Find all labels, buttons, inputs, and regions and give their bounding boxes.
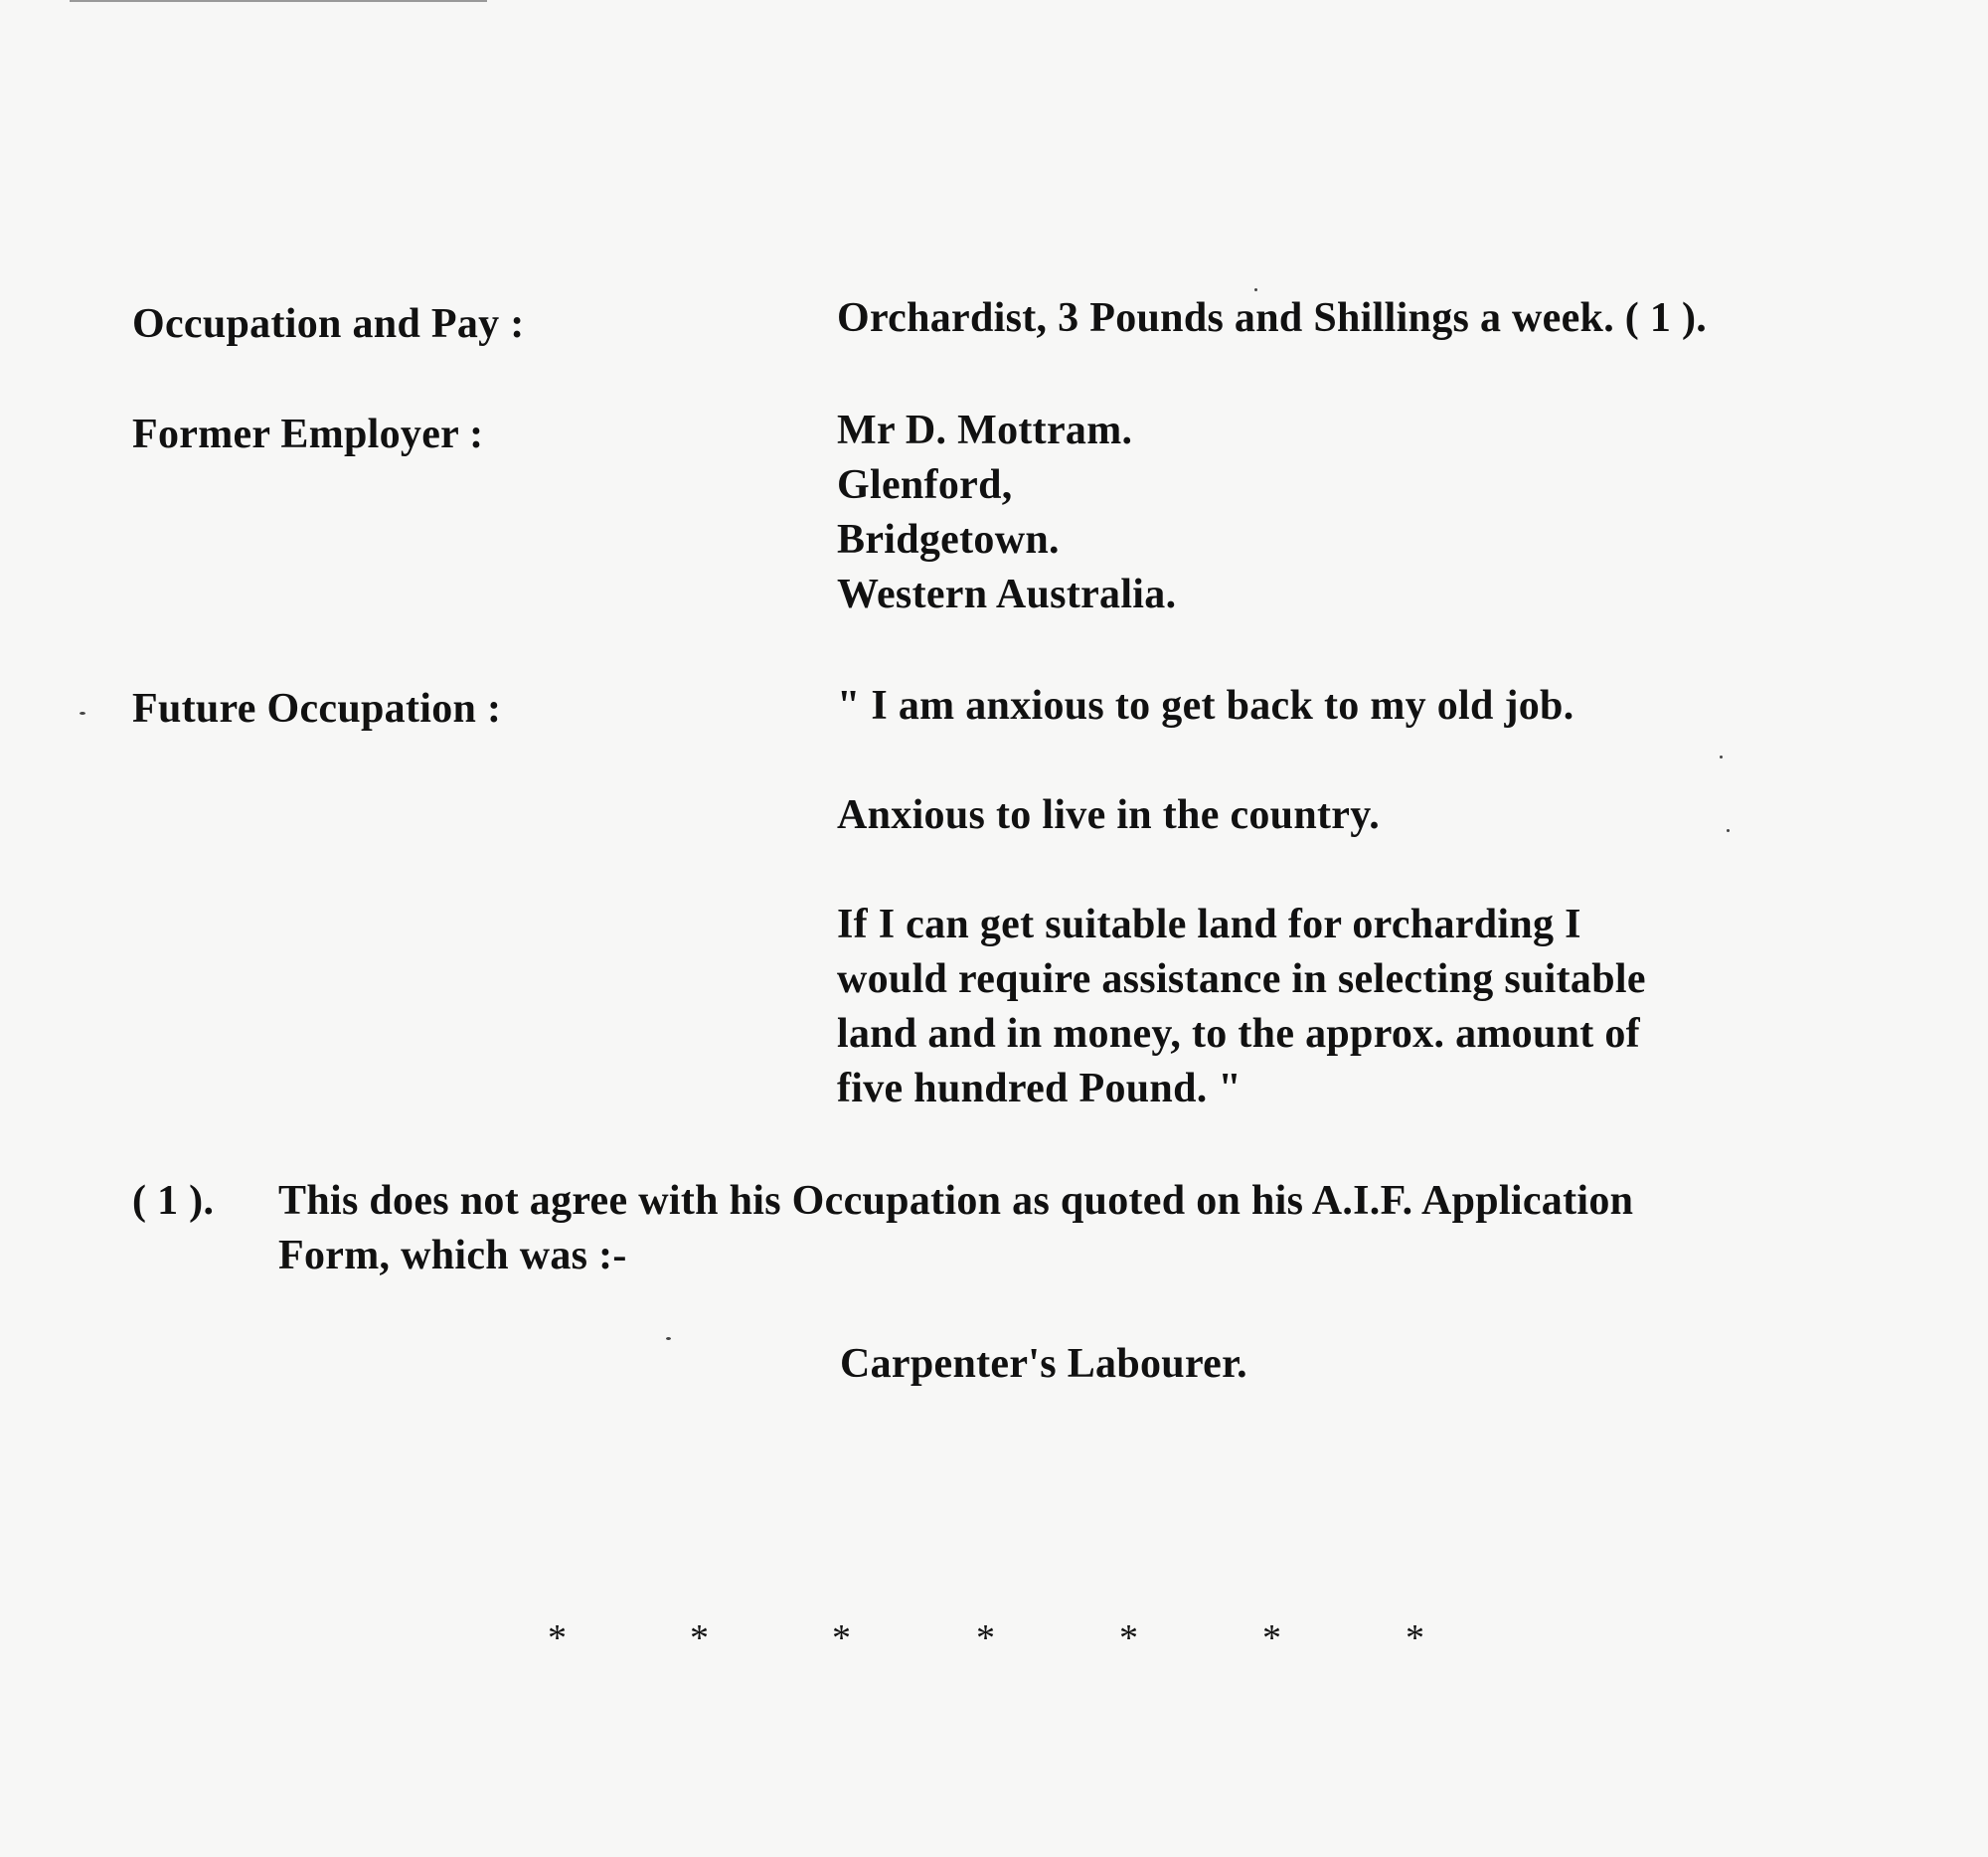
former-employer-line: Mr D. Mottram. — [837, 408, 1133, 453]
occupation-pay-label: Occupation and Pay : — [132, 301, 525, 347]
separator-asterisk: * — [1406, 1617, 1424, 1659]
footnote-marker: ( 1 ). — [132, 1178, 215, 1224]
separator-asterisk: * — [690, 1617, 709, 1659]
future-occupation-para3-line: would require assistance in selecting suitable — [837, 956, 1646, 1002]
future-occupation-para3-line: land and in money, to the approx. amount of — [837, 1011, 1640, 1057]
former-employer-line: Western Australia. — [837, 572, 1177, 617]
future-occupation-para1: " I am anxious to get back to my old job. — [837, 683, 1574, 729]
former-employer-line: Glenford, — [837, 462, 1013, 508]
scan-speck — [1254, 288, 1257, 291]
former-employer-label: Former Employer : — [132, 412, 484, 457]
footnote-line: Form, which was :- — [278, 1233, 627, 1278]
scan-speck — [1727, 829, 1730, 832]
scan-speck — [1720, 756, 1723, 759]
separator-asterisk: * — [976, 1617, 995, 1659]
top-edge-rule — [70, 0, 487, 2]
future-occupation-label: Future Occupation : — [132, 686, 502, 732]
separator-asterisk: * — [1119, 1617, 1138, 1659]
future-occupation-para2: Anxious to live in the country. — [837, 792, 1381, 838]
separator-asterisk: * — [832, 1617, 851, 1659]
scan-speck — [80, 712, 85, 715]
former-employer-line: Bridgetown. — [837, 517, 1060, 563]
future-occupation-para3-line: If I can get suitable land for orcharding I — [837, 902, 1581, 947]
separator-asterisk: * — [1262, 1617, 1281, 1659]
separator-asterisk: * — [548, 1617, 567, 1659]
occupation-pay-value: Orchardist, 3 Pounds and Shillings a week. ( 1 ). — [837, 295, 1708, 341]
future-occupation-para3-line: five hundred Pound. " — [837, 1066, 1242, 1111]
footnote-line: This does not agree with his Occupation as quoted on his A.I.F. Application — [278, 1178, 1634, 1224]
footnote-quoted-occupation: Carpenter's Labourer. — [840, 1341, 1247, 1387]
scan-speck — [666, 1337, 671, 1340]
